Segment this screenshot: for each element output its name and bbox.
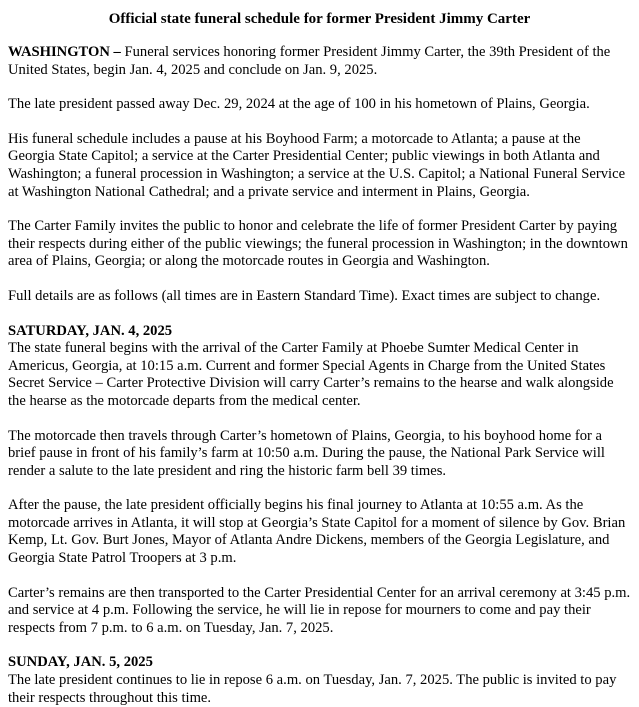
document-title: Official state funeral schedule for former President Jimmy Carter — [108, 11, 531, 27]
paragraph-schedule-overview: His funeral schedule includes a pause at his Boyhood Farm; a motorcade to Atlanta; a pause at the Georgia State Capitol; a service at the Carter Presidential Center; public viewings in both Atlanta and Washington; a funeral procession in Washington; a service at the U.S. Capitol; a National Funeral Service at Washington National Cathedral; and a private service and interment in Plains, Georgia. — [8, 130, 626, 200]
saturday-paragraph: The motorcade then travels through Carter’s hometown of Plains, Georgia, to his boyhood home for a brief pause in front of his family’s farm at 10:50 a.m. During the pause, the National Park Service will render a salute to the late president and ring the historic farm bell 39 times. — [8, 427, 605, 479]
paragraph-public-invitation: The Carter Family invites the public to honor and celebrate the life of former President Carter by paying their respects during either of the public viewings; the funeral procession in Washington; in the downtown area of Plains, Georgia; or along the motorcade routes in Georgia and Washington. — [8, 218, 628, 270]
saturday-paragraph: The state funeral begins with the arrival of the Carter Family at Phoebe Sumter Medical Center in Americus, Georgia, at 10:15 a.m. Current and former Special Agents in Charge from the United States Secret Service – Carter Protective Division will carry Carter’s remains to the hearse and walk alongside the hearse as the motorcade departs from the medical center. — [8, 340, 614, 409]
intro-paragraph — [8, 44, 631, 79]
section-heading-sunday: SUNDAY, JAN. 5, 2025 — [8, 654, 153, 671]
paragraph-passing: The late president passed away Dec. 29, 2024 at the age of 100 in his hometown of Plains, Georgia. — [8, 96, 590, 113]
saturday-paragraph: After the pause, the late president officially begins his final journey to Atlanta at 10:55 a.m. As the motorcade arrives in Atlanta, it will stop at Georgia’s State Capitol for a moment of silence by Gov. Brian Kemp, Lt. Gov. Burt Jones, Mayor of Atlanta Andre Dickens, members of the Georgia Legislature, and Georgia State Patrol Troopers at 3 p.m. — [8, 497, 626, 567]
intro-text: Funeral services honoring former President Jimmy Carter, the 39th President of the United States, begin Jan. 4, 2025 and conclude on Jan. 9, 2025. — [8, 44, 611, 78]
paragraph-details-note: Full details are as follows (all times are in Eastern Standard Time). Exact times are subject to change. — [8, 287, 601, 304]
saturday-paragraph: Carter’s remains are then transported to the Carter Presidential Center for an arrival ceremony at 3:45 p.m. and service at 4 p.m. Following the service, he will lie in repose for mourners to come and pay their respects from 7 p.m. to 6 a.m. on Tuesday, Jan. 7, 2025. — [8, 584, 631, 636]
section-heading-saturday: SATURDAY, JAN. 4, 2025 — [8, 322, 173, 339]
sunday-paragraph: The late president continues to lie in repose 6 a.m. on Tuesday, Jan. 7, 2025. The public is invited to pay their respects throughout this time. — [8, 672, 617, 706]
dateline: WASHINGTON – — [8, 44, 121, 60]
